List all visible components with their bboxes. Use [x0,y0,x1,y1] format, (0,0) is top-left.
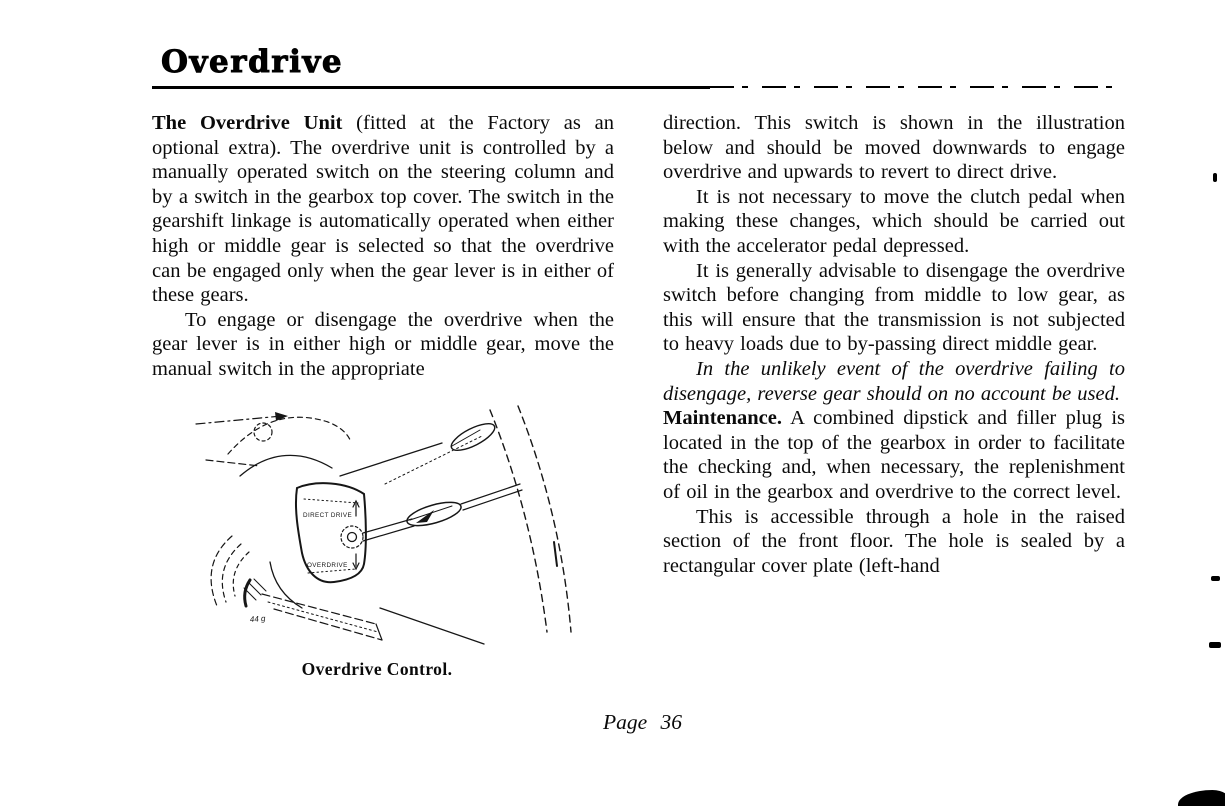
paragraph-direction: direction. This switch is shown in the illustration below and should be moved downwards to engage overdrive and upwards to revert to direct drive. [663,111,1125,185]
scan-speck [1209,642,1221,648]
scan-speck [1211,576,1220,581]
figure-caption: Overdrive Control. [180,659,574,680]
figure-container [180,396,574,680]
maintenance-body-text: A combined dipstick and filler plug is located in the top of the gearbox in order to facilitate the checking and, when necessary, the replenishment of oil in the gearbox and overdrive to the correct level. [663,407,1125,503]
right-column [663,111,1125,680]
wheel-rim-inner [490,410,547,632]
paragraph-engage-disengage: To engage or disengage the overdrive when the gear lever is in either high or middle gear, move the manual switch in the appropriate [152,308,614,382]
paragraph-warning-italic: In the unlikely event of the overdrive failing to disengage, reverse gear should on no account be used. [663,357,1125,406]
page-title: Overdrive [161,44,343,80]
paragraph-body-text: (fitted at the Factory as an optional extra). The overdrive unit is controlled by a manually operated switch on the steering column and by a switch in the gearbox top cover. The switch in the gearshift linkage is automatically operated when either high or middle gear is selected so that the overdrive can be engaged only when the gear lever is in either of these gears. [152,112,614,306]
paragraph-lead-bold: The Overdrive Unit [152,112,342,134]
left-column [152,111,614,680]
figure-label-overdrive: OVERDRIVE [307,562,348,569]
figure-plate-mark: 44 g [250,613,267,623]
scan-corner-smudge [1178,790,1225,806]
text-columns [152,111,1125,680]
maintenance-lead-bold: Maintenance. [663,407,782,429]
paragraph-disengage-advice: It is generally advisable to disengage the overdrive switch before changing from middle to low gear, as this will ensure that the transmission is not subjected to heavy loads due to by-passing direct middle gear. [663,259,1125,357]
paragraph-clutch-pedal: It is not necessary to move the clutch pedal when making these changes, which should be carried out with the accelerator pedal depressed. [663,185,1125,259]
paragraph-access-hole: This is accessible through a hole in the raised section of the front floor. The hole is sealed by a rectangular cover plate (left-hand [663,505,1125,579]
overdrive-control-illustration [180,396,574,652]
figure-label-direct-drive: DIRECT DRIVE [303,512,352,519]
page-number: Page 36 [603,710,682,735]
scan-speck [1213,173,1217,182]
title-rule-solid [152,86,710,89]
paragraph-maintenance [663,406,1125,504]
paragraph-overdrive-unit [152,111,614,308]
title-rule-dashed [710,86,1122,88]
